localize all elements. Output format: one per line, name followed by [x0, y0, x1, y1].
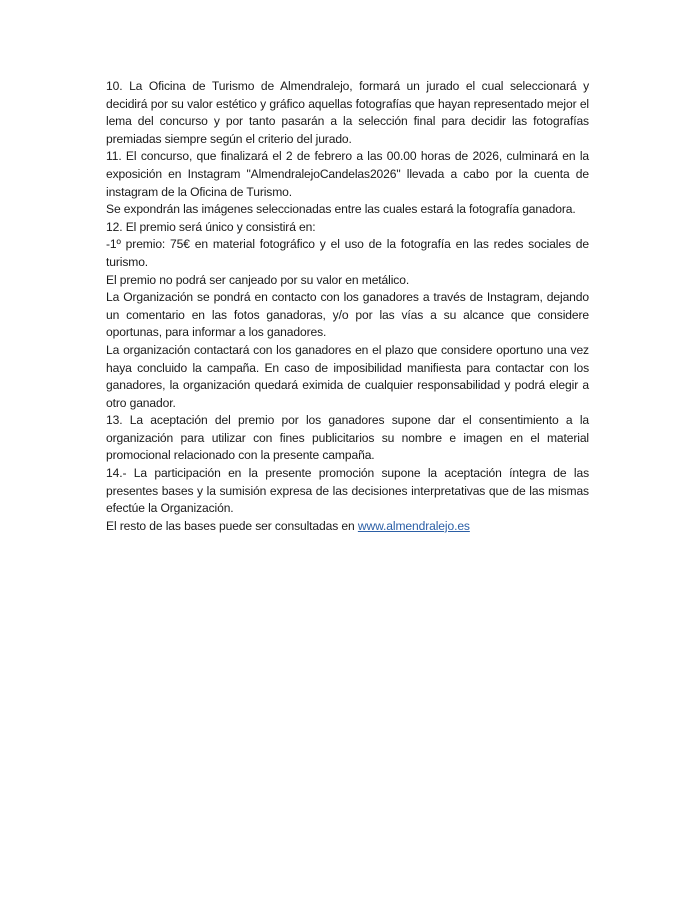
paragraph-rule-14: 14.- La participación en la presente promoción supone la aceptación íntegra de las presentes bases y la sumisión expresa de las decisiones interpretativas que de las mismas efectúe la Organización. [106, 466, 589, 516]
paragraph-exhibition-note: Se expondrán las imágenes seleccionadas entre las cuales estará la fotografía ganadora. [106, 202, 576, 217]
paragraph-rule-10: 10. La Oficina de Turismo de Almendralejo, formará un jurado el cual seleccionará y decidirá por su valor estético y gráfico aquellas fotografías que hayan representado mejor el lema del concurso y por tanto pasarán a la selección final para decidir las fotografías premiadas siempre según el criterio del jurado. [106, 79, 589, 146]
paragraph-rule-12: 12. El premio será único y consistirá en: [106, 219, 316, 234]
paragraph-no-cash: El premio no podrá ser canjeado por su valor en metálico. [106, 272, 410, 287]
paragraph-contact-instagram: La Organización se pondrá en contacto con los ganadores a través de Instagram, dejando un comentario en las fotos ganadoras, y/o por las vías a su alcance que considere oportunas, para informar a los ganadores. [106, 290, 589, 340]
paragraph-first-prize: -1º premio: 75€ en material fotográfico y el uso de la fotografía en las redes sociales de turismo. [106, 237, 589, 269]
paragraph-rule-13: 13. La aceptación del premio por los ganadores supone dar el consentimiento a la organización para utilizar con fines publicitarios su nombre e imagen en el material promocional relacionado con la presente campaña. [106, 413, 589, 463]
document-body [106, 78, 589, 535]
paragraph-rule-11: 11. El concurso, que finalizará el 2 de febrero a las 00.00 horas de 2026, culminará en la exposición en Instagram "AlmendralejoCandelas2026" llevada a cabo por la cuenta de instagram de la Oficina de Turismo. [106, 149, 589, 199]
closing-text: El resto de las bases puede ser consultadas en [106, 518, 358, 533]
paragraph-closing [106, 518, 589, 536]
website-link[interactable]: www.almendralejo.es [357, 518, 470, 533]
paragraph-contact-deadline: La organización contactará con los ganadores en el plazo que considere oportuno una vez haya concluido la campaña. En caso de imposibilidad manifiesta para contactar con los ganadores, la organización quedará eximida de cualquier responsabilidad y podrá elegir a otro ganador. [106, 342, 589, 410]
